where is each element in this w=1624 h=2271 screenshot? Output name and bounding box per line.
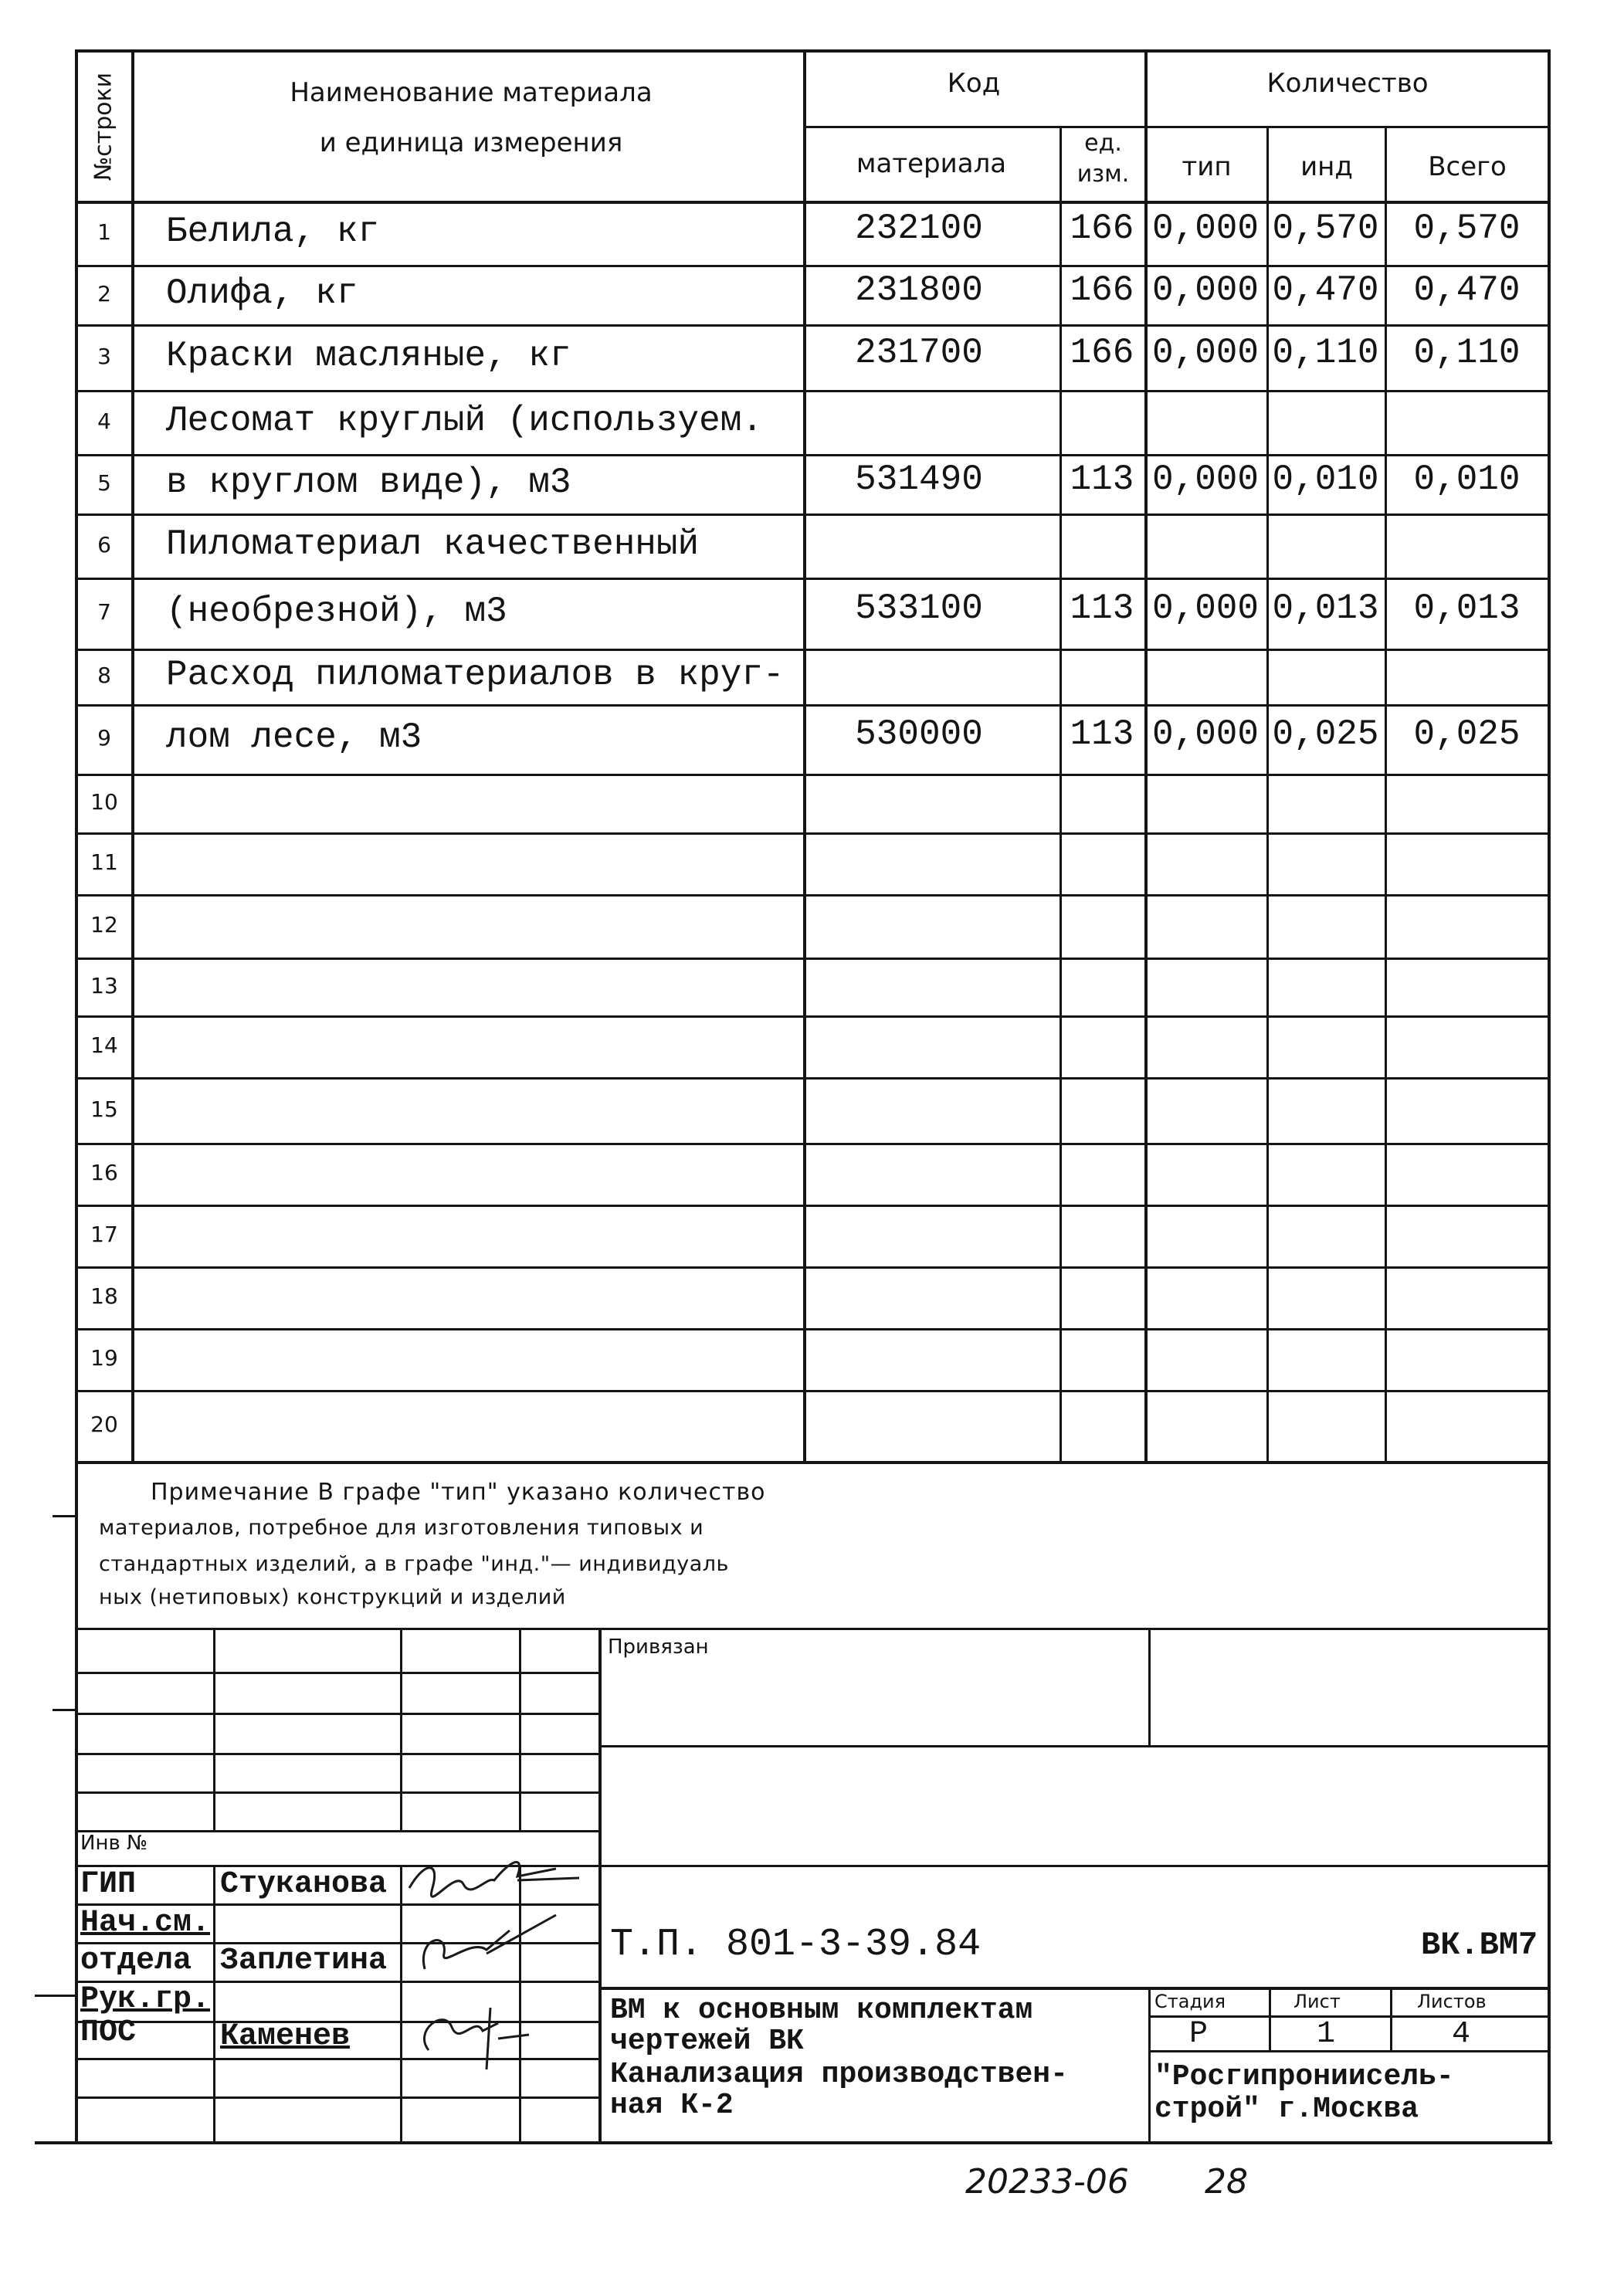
material-ind: 0,110	[1272, 332, 1379, 373]
material-ind: 0,013	[1272, 588, 1379, 629]
row-number: 2	[97, 280, 111, 307]
signature-dept	[402, 1907, 602, 1977]
inv-label: Инв №	[80, 1832, 148, 1855]
signature-gip	[402, 1846, 602, 1907]
ind-header: инд	[1300, 151, 1353, 182]
row-number-header: №строки	[90, 72, 117, 181]
quantity-header: Количество	[1266, 68, 1429, 99]
title-line-3: Канализация производствен-	[610, 2058, 1068, 2091]
gip-name: Стуканова	[220, 1867, 388, 1902]
pos-name: Каменев	[220, 2019, 351, 2054]
material-type: 0,000	[1151, 208, 1260, 249]
stage-label: Стадия	[1154, 1991, 1226, 2012]
type-header: тип	[1182, 151, 1232, 182]
gip-role: ГИП	[80, 1867, 137, 1902]
material-type: 0,000	[1151, 332, 1260, 373]
material-code: 530000	[855, 714, 983, 754]
total-header: Всего	[1428, 151, 1507, 182]
pos-role: ПОС	[80, 2015, 137, 2050]
doc-number: Т.П. 801-3-39.84	[610, 1923, 982, 1967]
title-line-2: чертежей ВК	[610, 2025, 804, 2058]
material-code: 533100	[855, 588, 983, 629]
material-name: лом лесе, м3	[166, 717, 422, 758]
note-line-4: ных (нетиповых) конструкций и изделий	[99, 1585, 566, 1609]
archive-number: 20233-06	[965, 2162, 1129, 2202]
signature-pos	[398, 1992, 598, 2077]
material-unit: 166	[1070, 208, 1134, 249]
note-line-3: стандартных изделий, а в графе "инд."— индивидуаль	[99, 1552, 729, 1576]
row-number: 13	[90, 972, 118, 998]
material-code: 232100	[855, 208, 983, 249]
material-name: Расход пиломатериалов в круг-	[166, 655, 785, 695]
doc-code: ВК.ВМ7	[1421, 1927, 1538, 1964]
note-line-2: материалов, потребное для изготовления типовых и	[99, 1516, 704, 1540]
row-number: 10	[90, 789, 118, 815]
title-line-4: ная К-2	[610, 2089, 734, 2122]
material-name: в круглом виде), м3	[166, 462, 571, 503]
head-role: Нач.см.	[80, 1906, 211, 1941]
org-line-1: "Росгипрониисель-	[1154, 2060, 1454, 2093]
row-number: 7	[97, 599, 111, 625]
row-number: 11	[90, 849, 118, 875]
material-type: 0,000	[1151, 588, 1260, 629]
material-code: 231700	[855, 332, 983, 373]
material-type: 0,000	[1151, 269, 1260, 310]
material-type: 0,000	[1151, 459, 1260, 500]
material-ind: 0,570	[1272, 208, 1379, 249]
code-header: Код	[947, 68, 1001, 99]
row-number: 12	[90, 912, 118, 937]
org-line-2: строй" г.Москва	[1154, 2093, 1419, 2126]
row-number: 20	[90, 1412, 118, 1437]
material-code: 531490	[855, 459, 983, 500]
sheet-value: 1	[1317, 2017, 1336, 2052]
material-code: 231800	[855, 269, 983, 310]
material-name: Белила, кг	[166, 211, 380, 252]
row-number: 19	[90, 1345, 118, 1371]
unit-header-line1: ед.	[1084, 130, 1122, 157]
material-unit: 113	[1070, 459, 1134, 500]
row-number: 14	[90, 1032, 118, 1058]
material-total: 0,110	[1413, 332, 1521, 373]
row-number: 8	[97, 663, 111, 688]
material-total: 0,010	[1413, 459, 1521, 500]
material-unit: 166	[1070, 332, 1134, 373]
material-total: 0,570	[1413, 208, 1521, 249]
sheet-label: Лист	[1293, 1991, 1341, 2012]
row-number: 15	[90, 1096, 118, 1122]
material-name: (необрезной), м3	[166, 591, 507, 632]
name-header-line2: и единица измерения	[319, 127, 623, 158]
dept-name: Заплетина	[220, 1944, 388, 1978]
material-name: Пиломатериал качественный	[166, 524, 700, 564]
linked-label: Привязан	[608, 1635, 709, 1659]
sheets-value: 4	[1452, 2017, 1471, 2052]
row-number: 5	[97, 469, 111, 496]
material-total: 0,013	[1413, 588, 1521, 629]
sheets-label: Листов	[1417, 1991, 1487, 2012]
material-ind: 0,010	[1272, 459, 1379, 500]
stage-value: Р	[1189, 2017, 1209, 2052]
material-ind: 0,025	[1272, 714, 1379, 754]
material-type: 0,000	[1151, 714, 1260, 754]
row-number: 1	[97, 219, 111, 245]
material-unit: 113	[1070, 588, 1134, 629]
title-line-1: ВМ к основным комплектам	[610, 1994, 1033, 2027]
page-number: 28	[1205, 2162, 1248, 2202]
material-unit: 113	[1070, 714, 1134, 754]
name-header-line1: Наименование материала	[290, 77, 653, 108]
group-role: Рук.гр.	[80, 1982, 211, 2017]
row-number: 9	[97, 725, 111, 751]
material-name: Олифа, кг	[166, 273, 358, 314]
row-number: 18	[90, 1283, 118, 1309]
dept-role: отдела	[80, 1944, 192, 1978]
unit-header-line2: изм.	[1076, 161, 1130, 188]
row-number: 16	[90, 1160, 118, 1185]
material-name: Лесомат круглый (используем.	[166, 400, 763, 441]
row-number: 3	[97, 343, 111, 369]
row-number: 17	[90, 1222, 118, 1247]
material-unit: 166	[1070, 269, 1134, 310]
material-total: 0,470	[1413, 269, 1521, 310]
material-name: Краски масляные, кг	[166, 335, 571, 376]
row-number: 4	[97, 408, 111, 434]
row-number: 6	[97, 531, 111, 558]
code-material-header: материала	[856, 148, 1007, 179]
material-ind: 0,470	[1272, 269, 1379, 310]
material-total: 0,025	[1413, 714, 1521, 754]
note-line-1: Примечание В графе "тип" указано количество	[151, 1479, 766, 1506]
